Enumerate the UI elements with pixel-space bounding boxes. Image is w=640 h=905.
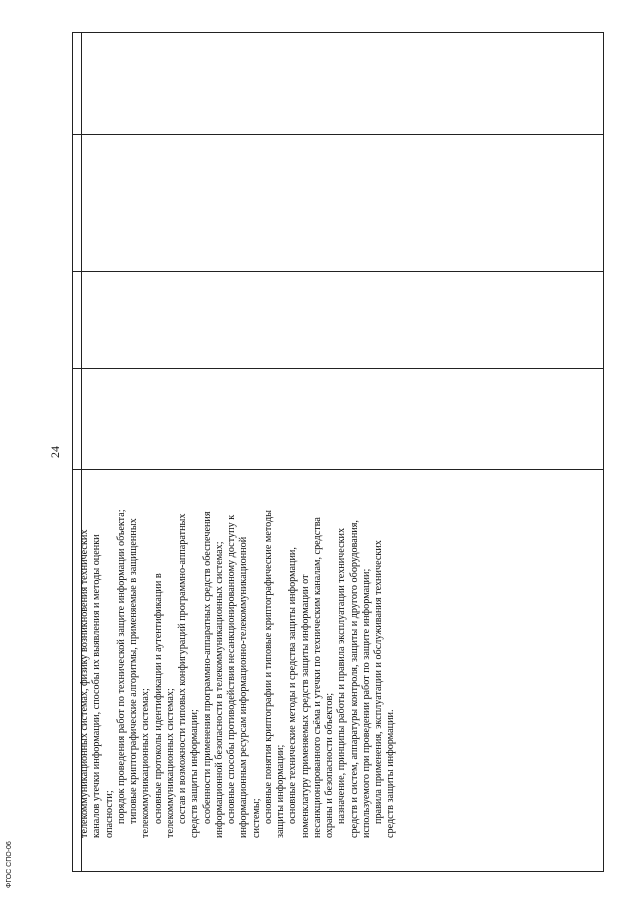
- footer-code: ФГОС СПО-06: [6, 841, 13, 888]
- content-paragraph: особенности применения программно-аппаратных средств обеспечения информационной безопасности в телекоммуникационных системах;: [201, 511, 225, 838]
- content-paragraph: порядок проведения работ по технической защите информации объекта;: [115, 509, 127, 824]
- content-paragraph: основные протоколы идентификации и аутентификации в телекоммуникационных системах;: [152, 573, 176, 838]
- content-paragraph: основные способы противодействия несанкционированному доступу к информационным ресурсам информационно-телекоммуникационной системы;: [226, 514, 262, 838]
- page-number: 24: [48, 446, 62, 458]
- competence-knowledge-text: [79, 506, 609, 838]
- content-paragraph: правила применения, эксплуатации и обслуживания технических средств защиты информации.: [373, 540, 397, 838]
- content-paragraph: назначение, принципы работы и правила эксплуатации технических средств и систем, аппаратуры контроля, защиты и другого оборудования, используемого при проведении работ по защите информации;: [336, 520, 372, 838]
- content-paragraph: типовые криптографические алгоритмы, применяемые в защищенных телекоммуникационных системах;: [128, 518, 152, 838]
- table-row-divider: [73, 271, 603, 272]
- content-paragraph: состав и возможности типовых конфигураций программно-аппаратных средств защиты информации;: [177, 513, 201, 838]
- content-paragraph: основные технические методы и средства защиты информации, номенклатуру применяемых средств защиты информации от несанкционированного съёма и утечки по техническим каналам, средства охраны и безопасности объектов;: [287, 517, 335, 838]
- table-row-divider: [73, 134, 603, 135]
- table-row-divider: [73, 469, 603, 470]
- content-paragraph: телекоммуникационных системах, физику возникновения технических каналов утечки информации, способы их выявления и методы оценки опасности;: [79, 529, 115, 838]
- content-paragraph: основные понятия криптографии и типовые криптографические методы защиты информации;: [262, 510, 286, 838]
- table-row-divider: [73, 368, 603, 369]
